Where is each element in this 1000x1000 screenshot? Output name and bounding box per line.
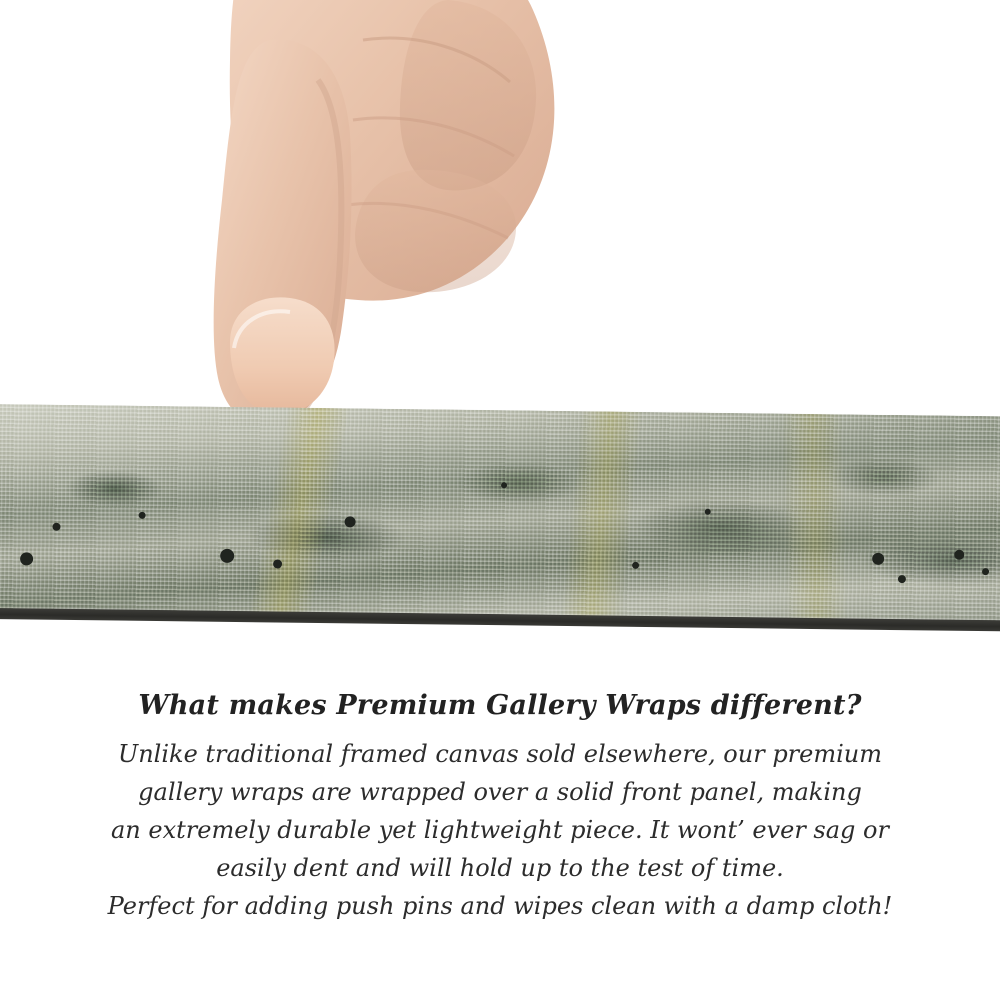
canvas-speckles xyxy=(0,404,1000,624)
canvas-wrap-strip xyxy=(0,404,1000,631)
caption-heading: What makes Premium Gallery Wraps different? xyxy=(138,690,862,721)
caption-line: an extremely durable yet lightweight piece. It wont’ ever sag or xyxy=(111,816,889,844)
caption-block xyxy=(0,690,1000,925)
caption-line: easily dent and will hold up to the test of time. xyxy=(216,854,784,882)
hand-illustration xyxy=(118,0,588,430)
caption-line: Perfect for adding push pins and wipes clean with a damp cloth! xyxy=(107,892,893,920)
caption-line: Unlike traditional framed canvas sold elsewhere, our premium xyxy=(117,740,882,768)
caption-line: gallery wraps are wrapped over a solid front panel, making xyxy=(138,778,862,806)
